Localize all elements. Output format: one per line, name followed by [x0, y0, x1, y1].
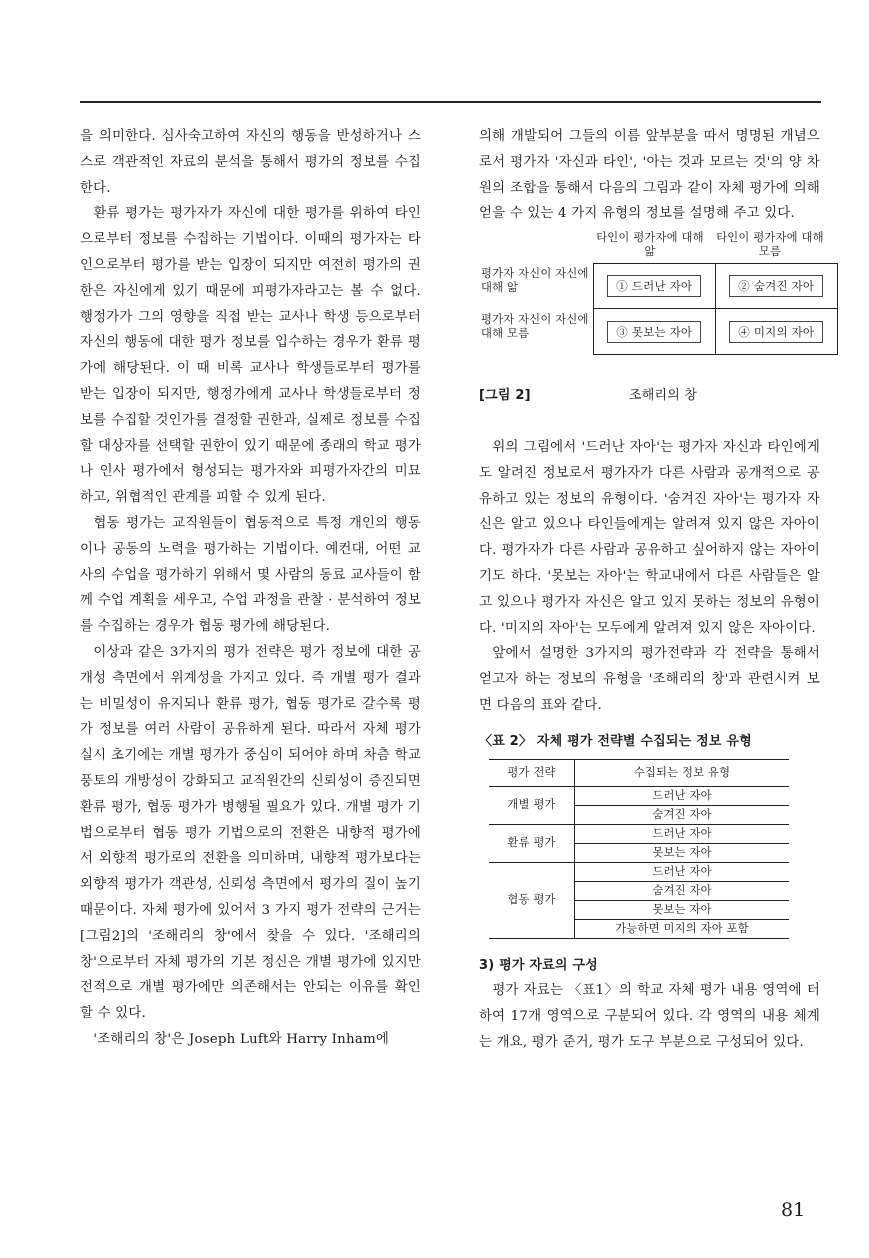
table-strategy-cell: 협동 평가: [489, 862, 575, 938]
table-item-cell: 드러난 자아: [575, 862, 789, 881]
figure-cell-label: ④ 미지의 자아: [729, 321, 823, 343]
table-item-cell: 가능하면 미지의 자아 포함: [575, 919, 789, 938]
paragraph: 환류 평가는 평가자가 자신에 대한 평가를 위하여 타인으로부터 정보를 수집하는 기법이다. 이때의 평가자는 타인으로부터 평가를 받는 입장이 되지만 여전히 평가의 권한은 자신에게 있기 때문에 피평가자라고는 볼 수 없다. 행정가가 그의 영향을 직접 받는 교사나 학생 등으로부터 자신의 행동에 대한 평가 정보를 입수하는 경우가 환류 평가에 해당된다. 이 때 비록 교사나 학생들로부터 평가를 받는 입장이 되지만, 행정가에게 교사나 학생들로부터 정보를 수집할 것인가를 결정할 권한과, 실제로 정보를 수집할 대상자를 선택할 권한이 있기 때문에 종래의 학교 평가나 인사 평가에서 형성되는 평가자와 피평가자간의 미묘하고, 위협적인 관계를 피할 수 있게 된다.: [80, 206, 421, 506]
table-row: [489, 786, 789, 805]
figure-number: [그림 2]: [479, 388, 531, 404]
figure-caption: [479, 383, 820, 409]
table-item-cell: 못보는 자아: [575, 900, 789, 919]
header-rule: [80, 101, 821, 103]
paragraph: 앞에서 설명한 3가지의 평가전략과 각 전략을 통해서 얻고자 하는 정보의 유형을 '조해리의 창'과 관련시켜 보면 다음의 표와 같다.: [479, 646, 820, 713]
paragraph: 평가 자료는 〈표1〉의 학교 자체 평가 내용 영역에 터하여 17개 영역으로 구분되어 있다. 각 영역의 내용 체계는 개요, 평가 준거, 평가 도구 부분으로 구성되어 있다.: [479, 983, 820, 1050]
table-strategy-cell: 환류 평가: [489, 824, 575, 862]
figure-cell: [716, 309, 838, 354]
table-item-cell: 숨겨진 자아: [575, 805, 789, 824]
paragraph: 을 의미한다. 심사숙고하여 자신의 행동을 반성하거나 스스로 객관적인 자료의 분석을 통해서 평가의 정보를 수집한다.: [80, 129, 421, 196]
figure-cell: [594, 264, 716, 309]
johari-window-figure: [479, 231, 824, 379]
figure-cell-label: ③ 못보는 자아: [607, 321, 701, 343]
figure-row-header: 평가자 자신이 자신에 대해 앎: [481, 267, 589, 295]
figure-column-header: 타인이 평가자에 대해 모름: [716, 231, 824, 259]
table-strategy-cell: 개별 평가: [489, 786, 575, 824]
paragraph: 의해 개발되어 그들의 이름 앞부분을 따서 명명된 개념으로서 평가자 '자신과 타인', '아는 것과 모르는 것'의 양 차원의 조합을 통해서 다음의 그림과 같이 자체 평가에 의해 얻을 수 있는 4 가지 유형의 정보를 설명해 주고 있다.: [479, 129, 820, 222]
table-item-cell: 드러난 자아: [575, 824, 789, 843]
figure-title: 조해리의 창: [629, 388, 698, 404]
table-row: [489, 824, 789, 843]
table-item-cell: 드러난 자아: [575, 786, 789, 805]
figure-cell-label: ① 드러난 자아: [607, 275, 701, 297]
figure-column-header: 타인이 평가자에 대해 앎: [596, 231, 704, 259]
paragraph: 이상과 같은 3가지의 평가 전략은 평가 정보에 대한 공개성 측면에서 위계성을 가지고 있다. 즉 개별 평가 결과는 비밀성이 유지되나 환류 평가, 협동 평가로 갈수록 평가 정보를 여러 사람이 공유하게 된다. 따라서 자체 평가 실시 초기에는 개별 평가가 중심이 되어야 하며 차츰 학교 풍토의 개방성이 강화되고 교직원간의 신뢰성이 증진되면 환류 평가, 협동 평가가 병행될 필요가 있다. 개별 평가 기법으로부터 협동 평가 기법으로의 전환은 내향적 평가에서 외향적 평가로의 전환을 의미하며, 내향적 평가보다는 외향적 평가가 객관성, 신뢰성 측면에서 평가의 질이 높기 때문이다. 자체 평가에 있어서 3 가지 평가 전략의 근거는 [그림2]의 '조해리의 창'에서 찾을 수 있다. '조해리의 창'으로부터 자체 평가의 기본 정신은 개별 평가에 있지만 전적으로 개별 평가에만 의존해서는 안되는 이유를 확인할 수 있다.: [80, 644, 421, 1022]
right-column: [479, 124, 824, 1056]
figure-cell-label: ② 숨겨진 자아: [729, 275, 823, 297]
table-item-cell: 못보는 자아: [575, 843, 789, 862]
left-column: [80, 124, 421, 1053]
strategy-table: [489, 759, 789, 939]
figure-row-header: 평가자 자신이 자신에 대해 모름: [481, 313, 589, 341]
section-heading: 3) 평가 자료의 구성: [479, 957, 598, 973]
paragraph: 협동 평가는 교직원들이 협동적으로 특정 개인의 행동이나 공동의 노력을 평가하는 기법이다. 예컨대, 어떤 교사의 수업을 평가하기 위해서 몇 사람의 동료 교사들이 함께 수업 계획을 세우고, 수업 과정을 관찰 · 분석하여 정보를 수집하는 경우가 협동 평가에 해당된다.: [80, 515, 421, 635]
table-item-cell: 숨겨진 자아: [575, 881, 789, 900]
paragraph: 위의 그림에서 '드러난 자아'는 평가자 자신과 타인에게도 알려진 정보로서 평가자가 다른 사람과 공개적으로 공유하고 있는 정보의 유형이다. '숨겨진 자아'는 평가자 자신은 알고 있으나 타인들에게는 알려져 있지 않은 자아이다. 평가자가 다른 사람과 공유하고 싶어하지 않는 자아이기도 하다. '못보는 자아'는 학교내에서 다른 사람들은 알고 있으나 평가자 자신은 알고 있지 못하는 정보의 유형이다. '미지의 자아'는 모두에게 알려져 있지 않은 자아이다.: [479, 439, 820, 636]
paragraph: '조해리의 창'은 Joseph Luft와 Harry Inham에: [93, 1031, 390, 1047]
figure-cell: [594, 309, 716, 354]
figure-grid: [593, 263, 838, 355]
page-number: 81: [781, 1199, 806, 1221]
table-row: [489, 862, 789, 881]
figure-cell: [716, 264, 838, 309]
table-header-strategy: 평가 전략: [489, 759, 575, 786]
table-header-info: 수집되는 정보 유형: [575, 759, 789, 786]
table-title: 〈표 2〉 자체 평가 전략별 수집되는 정보 유형: [479, 733, 752, 749]
